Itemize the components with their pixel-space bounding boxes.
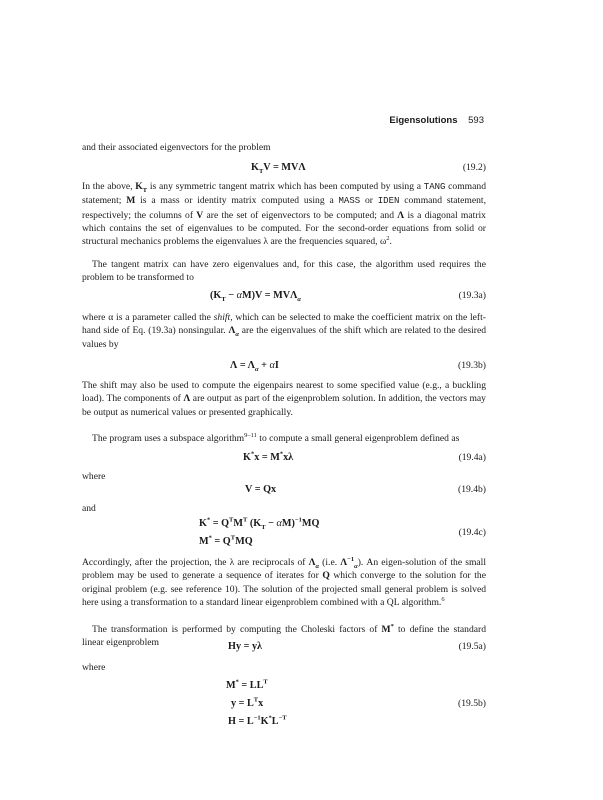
- equation-body: $\Lambda = \Lambda_\alpha + \alpha I$: [230, 360, 279, 374]
- equation-line: $y = L^Tx$: [231, 696, 264, 709]
- equation-body: V = Qx: [245, 484, 277, 495]
- equation-19-4b: [82, 484, 486, 499]
- equation-19-3b: [82, 360, 486, 375]
- equation-body: $(K_T - \alpha M)V = MV\Lambda_\alpha$: [210, 290, 301, 304]
- equation-19-3a: [82, 290, 486, 305]
- equation-number: (19.5a): [458, 641, 486, 652]
- equation-body: Hy = yλ: [228, 641, 263, 652]
- equation-number: (19.4a): [458, 452, 486, 463]
- label-where-2: where: [82, 662, 106, 673]
- equation-line: $M^* = Q^TMQ$: [199, 534, 253, 547]
- label-where: where: [82, 471, 106, 482]
- paragraph-projection: Accordingly, after the projection, the λ are reciprocals of $\Lambda_\alpha$ (i.e. $\Lambda^{-1}_\alpha$). An eigen-solution of the small problem may be used to generate a sequence of iterates for Q which converge to the solution for the original problem (e.g. see reference 10). The solution of the projected small general problem is solved here using a transformation to a standard linear eigenproblem combined with a QL algorithm.$^6$: [82, 555, 486, 608]
- equation-19-2: [82, 162, 486, 177]
- equation-line: $K^* = Q^TM^T$ $(K_T - \alpha M)^{-1}MQ$: [199, 516, 320, 532]
- equation-19-4a: [82, 452, 486, 467]
- paragraph-definitions: In the above, $K_T$ is any symmetric tangent matrix which has been computed by using a TANG command statement; M is a mass or identity matrix computed using a MASS or IDEN command statement, respectively; the columns of V are the set of eigenvectors to be computed; and Λ is a diagonal matrix which contains the set of eigenvalues to be computed. For the second-order equations from solid or structural mechanics problems the eigenvalues λ are the frequencies squared, $\omega^2$.: [82, 181, 486, 248]
- equation-number: (19.3a): [458, 290, 486, 301]
- equation-number: (19.4b): [458, 484, 486, 495]
- running-header: [389, 115, 484, 126]
- equation-body: K*x = M*xλ: [243, 450, 294, 463]
- paragraph-choleski: The transformation is performed by computing the Choleski factors of M* to define the standard linear eigenproblem: [82, 622, 487, 649]
- equation-body: $K_TV = MV\Lambda$: [251, 162, 306, 176]
- equation-19-4c: [82, 518, 486, 552]
- equation-number: (19.4c): [458, 527, 486, 538]
- equation-number: (19.2): [462, 162, 486, 173]
- paragraph-subspace: The program uses a subspace algorithm$^{9-11}$ to compute a small general eigenproblem defined as: [92, 431, 460, 444]
- paragraph-shift-usage: The shift may also be used to compute the eigenpairs nearest to some specified value (e.g., a buckling load). The components of Λ are output as part of the eigenproblem solution. In addition, the vectors may be output as numerical values or presented graphically.: [82, 380, 486, 418]
- equation-line: $H = L^{-1}K^*L^{-T}$: [228, 714, 287, 727]
- section-title: Eigensolutions: [389, 115, 458, 126]
- equation-number: (19.3b): [458, 360, 486, 371]
- equation-19-5a: [82, 641, 486, 656]
- equation-line: $M^* = LL^T$: [226, 678, 268, 691]
- page-number: 593: [468, 115, 484, 126]
- equation-number: (19.5b): [458, 698, 486, 709]
- label-and: and: [82, 503, 96, 514]
- paragraph-tangent: The tangent matrix can have zero eigenvalues and, for this case, the algorithm used requires the problem to be transformed to: [82, 259, 486, 284]
- paragraph-shift: where α is a parameter called the shift, which can be selected to make the coefficient matrix on the left-hand side of Eq. (19.3a) nonsingular. $\Lambda_\alpha$ are the eigenvalues of the shift which are related to the desired values by: [82, 312, 486, 350]
- paragraph-intro: and their associated eigenvectors for the problem: [82, 142, 271, 153]
- equation-19-5b: [82, 680, 486, 738]
